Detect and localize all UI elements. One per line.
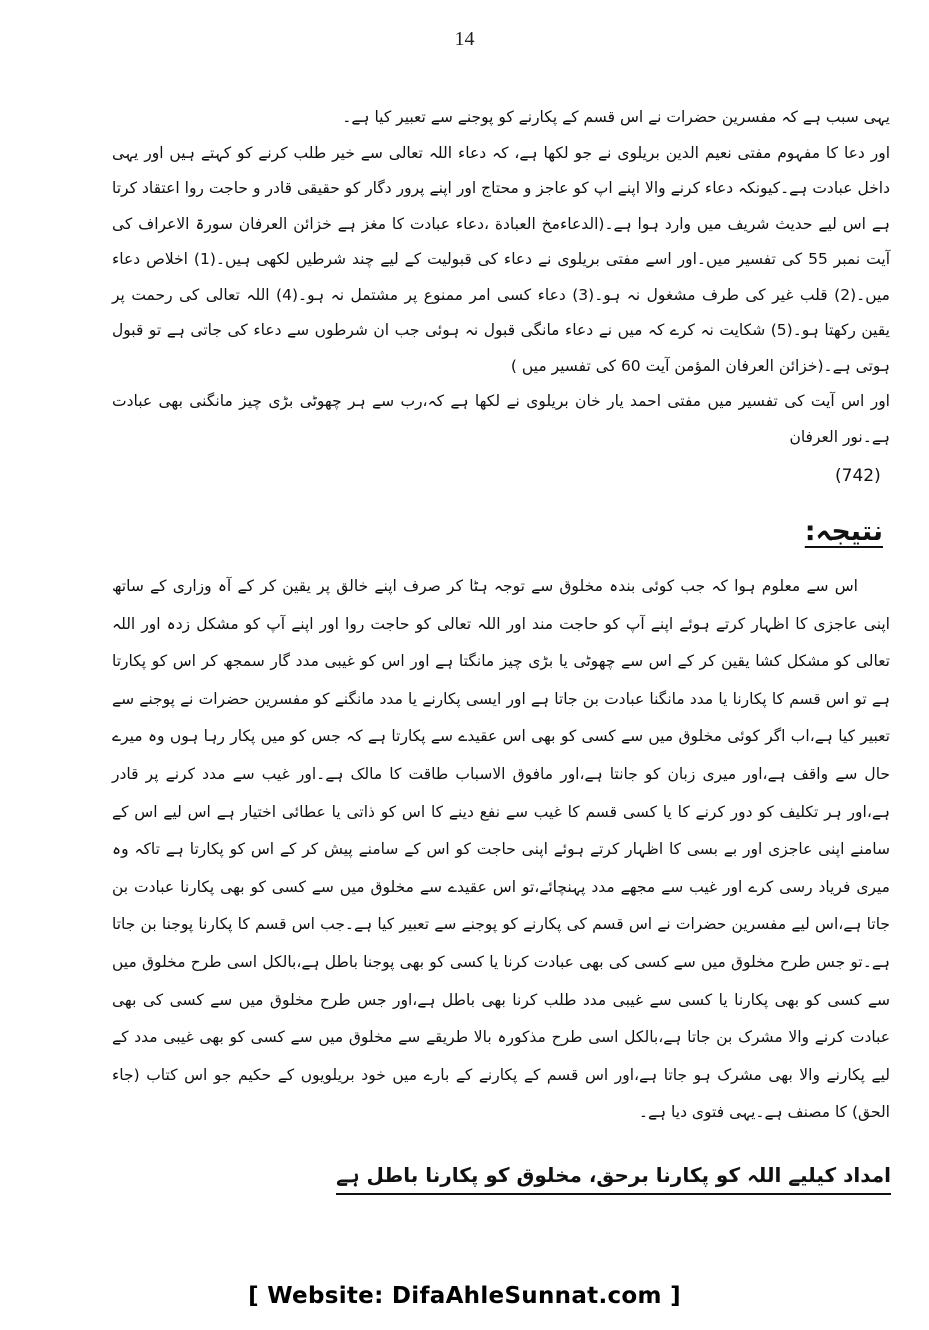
body-paragraph-1: یہی سبب ہے کہ مفسرین حضرات نے اس قسم کے پکارنے کو پوجنے سے تعبیر کیا ہے۔ [342, 108, 890, 126]
conclusion-paragraph: اس سے معلوم ہوا کہ جب کوئی بندہ مخلوق سے توجہ ہٹا کر صرف اپنے خالق پر یقین کر کے آہ وزاری کے ساتھ اپنی عاجزی کا اظہار کرتے ہوئے اپنے آپ کو حاجت مند اور اللہ تعالی کو حاجت روا اور اپنے آپ کو مشکل زدہ اور اللہ تعالی کو مشکل کشا یقین کر کے اس سے چھوٹی یا بڑی چیز مانگتا ہے اور اس کو غیبی مدد گار سمجھ کر اس کو پکارتا ہے تو اس قسم کا پکارنا یا مدد مانگنا عبادت بن جاتا ہے اور ایسی پکارنے یا مدد مانگنے کو مفسرین حضرات نے پوجنے سے تعبیر کیا ہے،اب اگر کوئی مخلوق میں سے کسی کو بھی اس عقیدے سے پکارتا ہے کہ جس کو میں پکار رہا ہوں وہ میرے حال سے واقف ہے،اور میری زبان کو جانتا ہے،اور مافوق الاسباب طاقت کا مالک ہے۔اور غیب سے مدد کرنے پر قادر ہے،اور ہر تکلیف کو دور کرنے کا یا کسی قسم کا غیب سے نفع دینے کا اس کو ذاتی یا عطائی اختیار ہے اس لیے اس کے سامنے اپنی عاجزی اور بے بسی کا اظہار کرتے ہوئے اپنی حاجت کو اس کے سامنے پیش کر کے اس کو پکارتا ہے تاکہ وہ میری فریاد رسی کرے اور غیب سے مجھے مدد پہنچائے،تو اس عقیدے سے مخلوق میں سے کسی کو بھی پکارنا عبادت بن جاتا ہے،اس لیے مفسرین حضرات نے اس قسم کی پکارنے کو پوجنے سے تعبیر کیا ہے۔جب اس قسم کا پکارنا پوجنا بن جاتا ہے۔تو جس طرح مخلوق میں سے کسی کی بھی عبادت کرنا یا کسی کو بھی پوجنا باطل ہے،بالکل اسی طرح مخلوق میں سے کسی کو بھی پکارنا یا کسی سے غیبی مدد طلب کرنا بھی باطل ہے،اور جس طرح مخلوق میں سے کسی کی بھی عبادت کرنے والا مشرک بن جاتا ہے،بالکل اسی طرح مذکورہ بالا طریقے سے مخلوق میں سے کسی کو بھی غیبی مدد کے لیے پکارنے والا بھی مشرک ہو جاتا ہے،اور اس قسم کے پکارنے کے بارے میں خود بریلویوں کے حکیم جو اس کتاب (جاء الحق) کا مصنف ہے۔یہی فتوی دیا ہے۔ [112, 577, 890, 1122]
conclusion-text [112, 568, 890, 1132]
conclusion-heading: نتیجہ: [804, 516, 883, 547]
citation: (742) [835, 466, 881, 486]
body-text [112, 100, 890, 455]
section-subheading: امداد کیلیے اللہ کو پکارنا برحق، مخلوق کو پکارنا باطل ہے [336, 1163, 891, 1195]
body-paragraph-3: اور اس آیت کی تفسیر میں مفتی احمد یار خان بریلوی نے لکھا ہے کہ،رب سے ہر چھوٹی بڑی چیز مانگنی بھی عبادت ہے۔نور العرفان [112, 392, 890, 446]
page-number: 14 [454, 28, 475, 50]
body-paragraph-2: اور دعا کا مفہوم مفتی نعیم الدین بریلوی نے جو لکھا ہے، کہ دعاء اللہ تعالی سے خیر طلب کرنے کو کہتے ہیں اور یہی داخل عبادت ہے۔کیونکہ دعاء کرنے والا اپنے اپ کو عاجز و محتاج اور اپنے پرور دگار کو حقیقی قادر و حاجت روا اعتقاد کرتا ہے اس لیے حدیث شریف میں وارد ہوا ہے۔(الدعاءمخ العبادة ،دعاء عبادت کا مغز ہے خزائن العرفان سورۃ الاعراف کی آیت نمبر 55 کی تفسیر میں۔اور اسے مفتی بریلوی نے دعاء کی قبولیت کے لیے چند شرطیں لکھی ہیں۔(1) اخلاص دعاء میں۔(2) قلب غیر کی طرف مشغول نہ ہو۔(3) دعاء کسی امر ممنوع پر مشتمل نہ ہو۔(4) اللہ تعالی کی رحمت پر یقین رکھتا ہو۔(5) شکایت نہ کرے کہ میں نے دعاء مانگی قبول نہ ہوئی جب ان شرطوں سے دعاء کی جاتی ہے تو قبول ہوتی ہے۔(خزائن العرفان المؤمن آیت 60 کی تفسیر میں ) [112, 143, 891, 375]
website-footer: [ Website: DifaAhleSunnat.com ] [248, 1283, 681, 1309]
